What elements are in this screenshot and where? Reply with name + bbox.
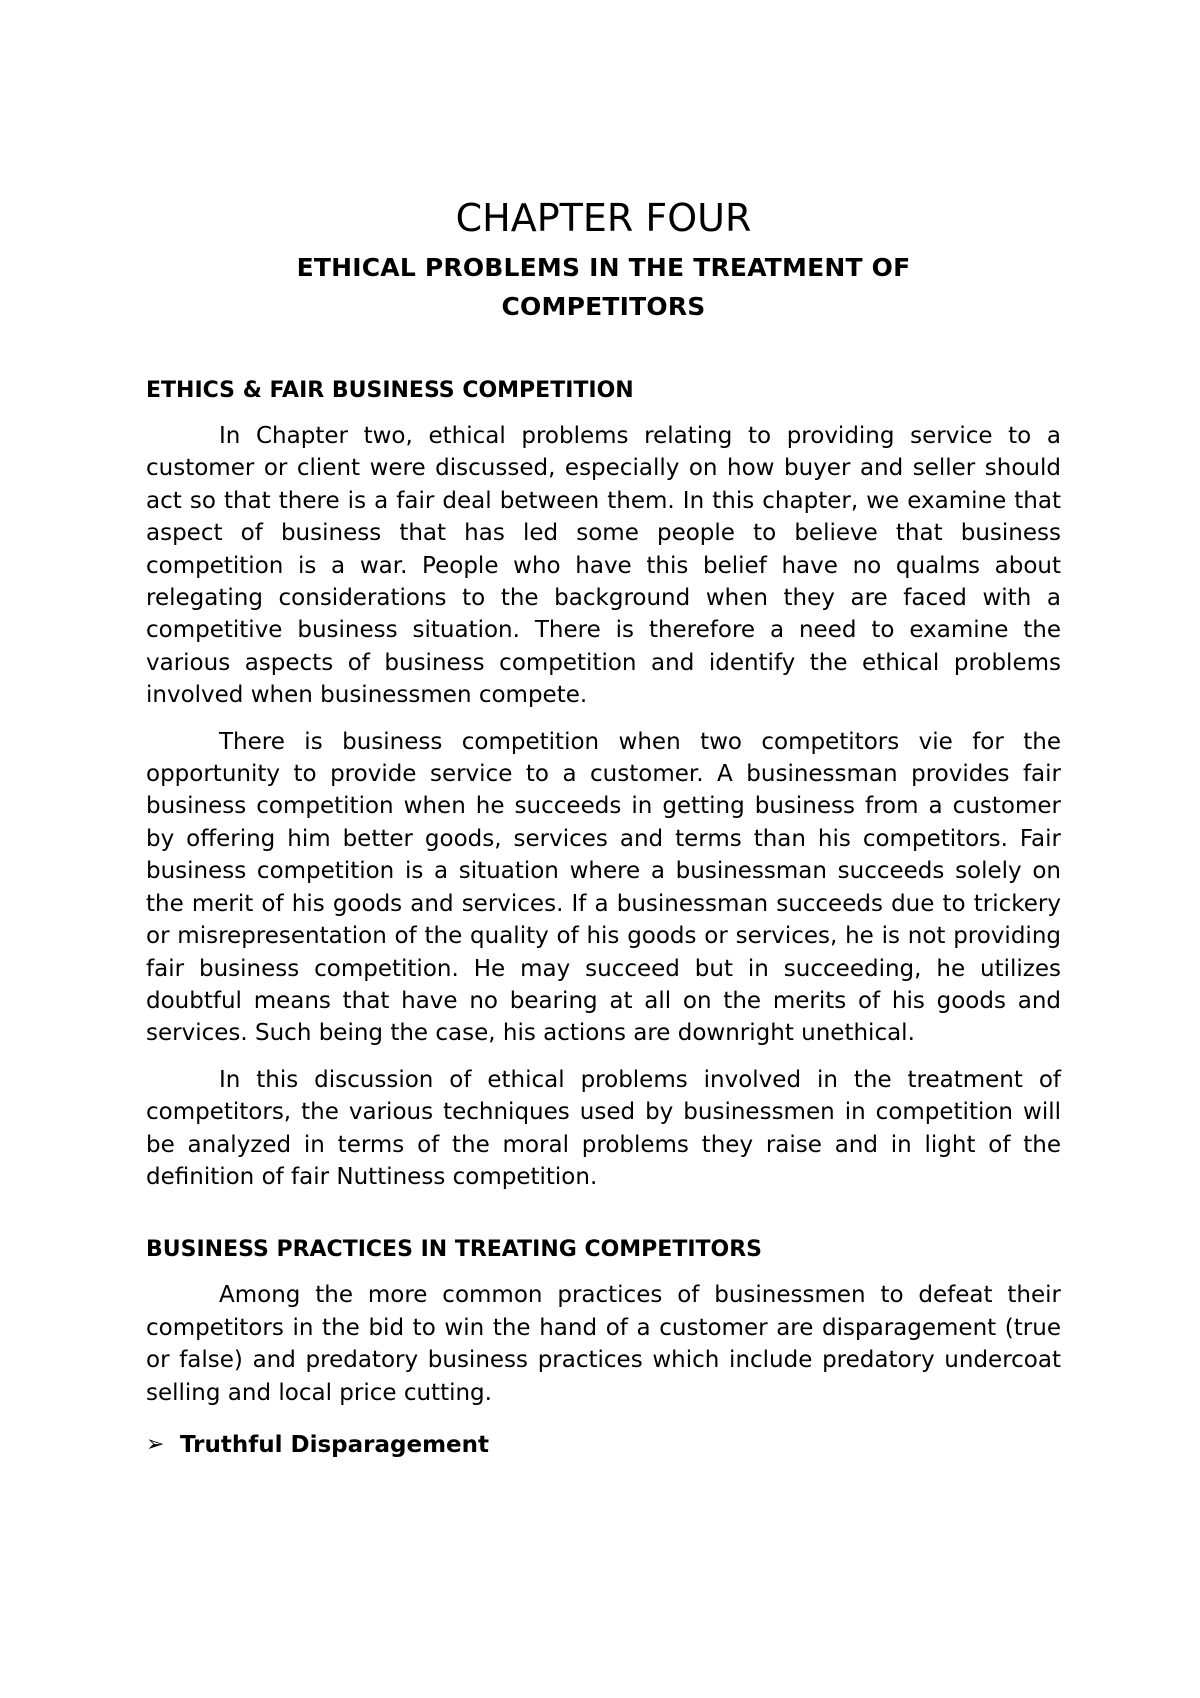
bullet-item-truthful-disparagement — [146, 1429, 1061, 1461]
paragraph: In this discussion of ethical problems involved in the treatment of competitors, the various techniques used by businessmen in competition will be analyzed in terms of the moral problems they raise and in light of the definition of fair Nuttiness competition. — [146, 1066, 1061, 1190]
paragraph: There is business competition when two competitors vie for the opportunity to provide service to a customer. A businessman provides fair business competition when he succeeds in getting business from a customer by offering him better goods, services and terms than his competitors. Fair business competition is a situation where a businessman succeeds solely on the merit of his goods and services. If a businessman succeeds due to trickery or misrepresentation of the quality of his goods or services, he is not providing fair business competition. He may succeed but in succeeding, he utilizes doubtful means that have no bearing at all on the merits of his goods and services. Such being the case, his actions are downright unethical. — [146, 728, 1061, 1047]
paragraph: Among the more common practices of businessmen to defeat their competitors in the bid to win the hand of a customer are disparagement (true or false) and predatory business practices which include predatory undercoat selling and local price cutting. — [146, 1282, 1061, 1406]
arrowhead-bullet-icon: ➢ — [146, 1431, 165, 1457]
bullet-label: Truthful Disparagement — [180, 1431, 490, 1458]
section-heading-business-practices: BUSINESS PRACTICES IN TREATING COMPETITORS — [146, 1237, 763, 1263]
chapter-title: CHAPTER FOUR — [455, 196, 752, 240]
chapter-subtitle-line-1: ETHICAL PROBLEMS IN THE TREATMENT OF — [296, 253, 911, 282]
chapter-subtitle — [146, 248, 1061, 326]
section-heading-ethics-fair-competition: ETHICS & FAIR BUSINESS COMPETITION — [146, 378, 634, 403]
chapter-subtitle-line-2: COMPETITORS — [501, 292, 706, 321]
document-body — [146, 194, 1061, 1461]
paragraph: In Chapter two, ethical problems relating to providing service to a customer or client were discussed, especially on how buyer and seller should act so that there is a fair deal between them. In this chapter, we examine that aspect of business that has led some people to believe that business competition is a war. People who have this belief have no qualms about relegating considerations to the background when they are faced with a competitive business situation. There is therefore a need to examine the various aspects of business competition and identify the ethical problems involved when businessmen compete. — [146, 423, 1061, 709]
